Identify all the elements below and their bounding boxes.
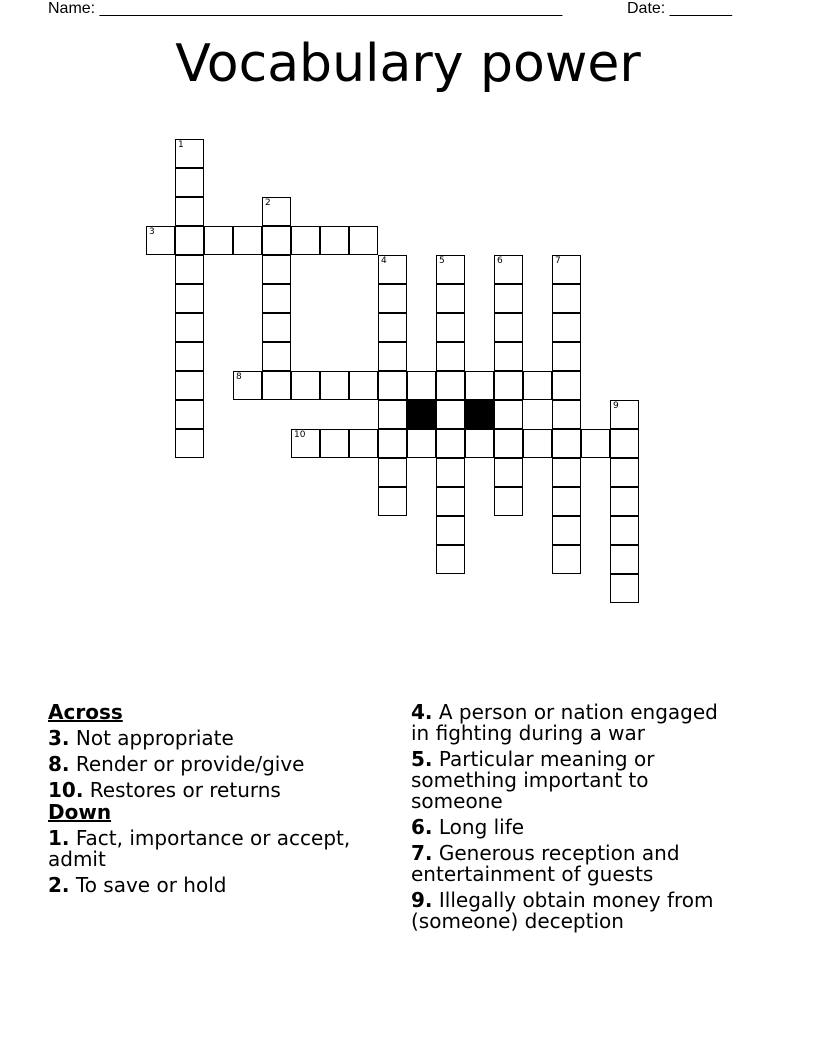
crossword-cell[interactable] (552, 400, 581, 429)
crossword-cell[interactable] (378, 284, 407, 313)
crossword-cell[interactable] (175, 429, 204, 458)
clue-text: Restores or returns (83, 778, 281, 802)
crossword-cell[interactable] (349, 429, 378, 458)
crossword-cell[interactable] (320, 429, 349, 458)
crossword-cell[interactable] (175, 226, 204, 255)
crossword-cell[interactable] (175, 342, 204, 371)
clue-text: Fact, importance or accept, admit (48, 826, 351, 871)
crossword-cell[interactable] (378, 429, 407, 458)
clue-number: 3. (48, 726, 70, 750)
down-clue-list-left (48, 828, 398, 896)
crossword-cell[interactable] (436, 284, 465, 313)
crossword-cell[interactable] (233, 371, 262, 400)
clue-item (411, 890, 741, 932)
clue-number: 5. (411, 747, 433, 771)
crossword-cell[interactable] (552, 342, 581, 371)
clue-item (411, 749, 741, 812)
crossword-cell[interactable] (291, 226, 320, 255)
crossword-cell[interactable] (262, 284, 291, 313)
crossword-cell[interactable] (262, 313, 291, 342)
crossword-cell[interactable] (465, 429, 494, 458)
clue-text: Render or provide/give (69, 752, 305, 776)
crossword-cell[interactable] (175, 139, 204, 168)
crossword-cell[interactable] (552, 255, 581, 284)
crossword-cell[interactable] (552, 487, 581, 516)
crossword-cell[interactable] (175, 255, 204, 284)
crossword-cell[interactable] (378, 255, 407, 284)
crossword-cell[interactable] (552, 458, 581, 487)
clue-number: 7. (411, 841, 433, 865)
crossword-cell[interactable] (407, 429, 436, 458)
clue-item (411, 843, 741, 885)
crossword-cell[interactable] (378, 371, 407, 400)
clue-number-1: 1 (178, 140, 184, 150)
clue-text: Long life (432, 815, 525, 839)
crossword-cell[interactable] (436, 255, 465, 284)
crossword-cell[interactable] (610, 400, 639, 429)
crossword-cell[interactable] (552, 313, 581, 342)
clue-text: Not appropriate (69, 726, 234, 750)
crossword-cell[interactable] (436, 342, 465, 371)
clue-number-5: 5 (439, 256, 445, 266)
crossword-cell[interactable] (610, 487, 639, 516)
crossword-cell[interactable] (552, 429, 581, 458)
crossword-cell[interactable] (291, 371, 320, 400)
across-clue-list (48, 728, 398, 801)
crossword-cell[interactable] (436, 516, 465, 545)
crossword-cell[interactable] (494, 487, 523, 516)
crossword-cell[interactable] (175, 371, 204, 400)
clue-text: Particular meaning or something important to someone (411, 747, 655, 813)
crossword-cell[interactable] (378, 400, 407, 429)
crossword-cell[interactable] (610, 574, 639, 603)
clue-number-9: 9 (613, 401, 619, 411)
crossword-cell[interactable] (436, 313, 465, 342)
crossword-cell[interactable] (378, 313, 407, 342)
clue-item (48, 728, 398, 749)
crossword-cell[interactable] (552, 516, 581, 545)
crossword-cell[interactable] (552, 371, 581, 400)
crossword-cell[interactable] (494, 284, 523, 313)
crossword-cell[interactable] (610, 458, 639, 487)
clue-number: 10. (48, 778, 84, 802)
crossword-cell[interactable] (436, 429, 465, 458)
clue-text: A person or nation engaged in fighting during a war (411, 700, 718, 745)
clue-item (411, 702, 741, 744)
name-field-label[interactable]: Name: ____________________________________________________ (48, 0, 563, 17)
crossword-cell[interactable] (494, 255, 523, 284)
crossword-cell[interactable] (146, 226, 175, 255)
date-field-label[interactable]: Date: _______ (627, 0, 732, 17)
crossword-cell[interactable] (436, 545, 465, 574)
crossword-cell[interactable] (175, 400, 204, 429)
crossword-cell[interactable] (610, 516, 639, 545)
crossword-cell[interactable] (175, 197, 204, 226)
crossword-cell[interactable] (494, 429, 523, 458)
crossword-cell[interactable] (320, 371, 349, 400)
clue-number-6: 6 (497, 256, 503, 266)
crossword-cell[interactable] (262, 255, 291, 284)
clue-text: To save or hold (69, 873, 227, 897)
crossword-cell[interactable] (523, 429, 552, 458)
clue-number: 4. (411, 700, 433, 724)
clue-number: 8. (48, 752, 70, 776)
crossword-cell[interactable] (436, 400, 465, 429)
crossword-cell[interactable] (262, 342, 291, 371)
crossword-black-cell (465, 400, 494, 429)
crossword-cell[interactable] (552, 284, 581, 313)
clue-number-10: 10 (294, 430, 306, 440)
clue-text: Generous reception and entertainment of guests (411, 841, 680, 886)
clue-number-8: 8 (236, 372, 242, 382)
crossword-cell[interactable] (233, 226, 262, 255)
crossword-cell[interactable] (610, 429, 639, 458)
clue-number-7: 7 (555, 256, 561, 266)
crossword-cell[interactable] (436, 458, 465, 487)
clue-item (48, 828, 398, 870)
crossword-cell[interactable] (204, 226, 233, 255)
crossword-cell[interactable] (175, 284, 204, 313)
crossword-cell[interactable] (320, 226, 349, 255)
clue-item (48, 754, 398, 775)
across-heading: Across (48, 700, 123, 724)
clue-number: 9. (411, 888, 433, 912)
crossword-cell[interactable] (610, 545, 639, 574)
crossword-cell[interactable] (523, 371, 552, 400)
crossword-cell[interactable] (407, 371, 436, 400)
clue-number: 1. (48, 826, 70, 850)
down-heading: Down (48, 800, 112, 824)
clues-right-column (411, 702, 741, 937)
crossword-cell[interactable] (262, 371, 291, 400)
crossword-cell[interactable] (494, 400, 523, 429)
crossword-cell[interactable] (175, 168, 204, 197)
crossword-cell[interactable] (494, 313, 523, 342)
crossword-cell[interactable] (262, 197, 291, 226)
clue-number: 2. (48, 873, 70, 897)
crossword-cell[interactable] (262, 226, 291, 255)
crossword-cell[interactable] (465, 371, 494, 400)
page-title: Vocabulary power (175, 34, 641, 94)
clue-text: Illegally obtain money from (someone) deception (411, 888, 714, 933)
down-clue-list-right (411, 702, 741, 932)
crossword-cell[interactable] (378, 487, 407, 516)
crossword-cell[interactable] (436, 371, 465, 400)
crossword-cell[interactable] (349, 226, 378, 255)
crossword-black-cell (407, 400, 436, 429)
crossword-cell[interactable] (494, 371, 523, 400)
crossword-cell[interactable] (436, 487, 465, 516)
clues-left-column (48, 702, 398, 901)
clue-number: 6. (411, 815, 433, 839)
clue-number-4: 4 (381, 256, 387, 266)
crossword-cell[interactable] (494, 458, 523, 487)
crossword-cell[interactable] (378, 342, 407, 371)
clue-number-3: 3 (149, 227, 155, 237)
clue-item (48, 875, 398, 896)
crossword-cell[interactable] (349, 371, 378, 400)
crossword-cell[interactable] (175, 313, 204, 342)
clue-number-2: 2 (265, 198, 271, 208)
crossword-cell[interactable] (552, 545, 581, 574)
clue-item (411, 817, 741, 838)
crossword-cell[interactable] (581, 429, 610, 458)
crossword-cell[interactable] (378, 458, 407, 487)
crossword-cell[interactable] (291, 429, 320, 458)
crossword-cell[interactable] (494, 342, 523, 371)
clue-item (48, 780, 398, 801)
